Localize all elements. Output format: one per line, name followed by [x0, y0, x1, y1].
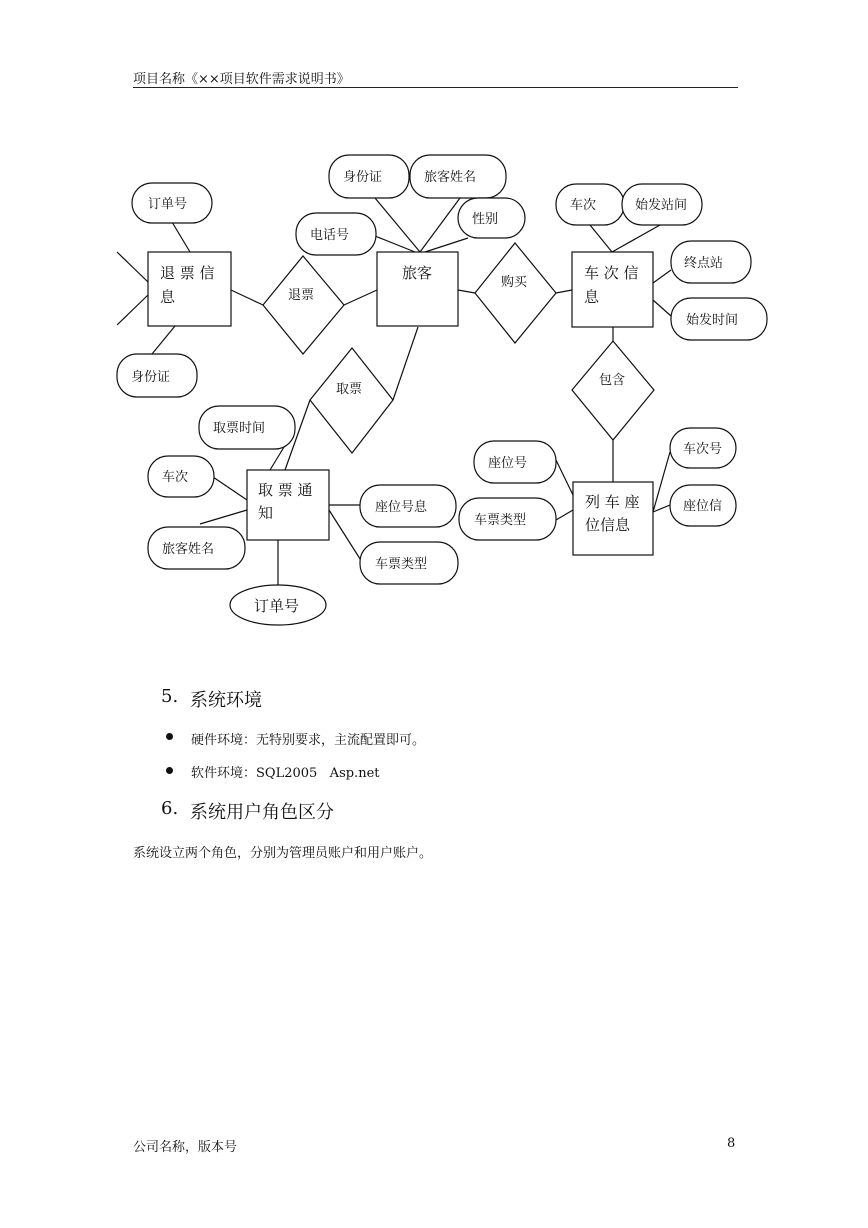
attribute-label: 车次 [162, 470, 189, 485]
attribute-label: 性别 [472, 212, 499, 227]
relationship-refund [263, 256, 344, 354]
attribute-pickup-train-no [148, 456, 214, 497]
attribute-train-start-time [671, 298, 767, 340]
entity-train-seat-info [573, 482, 653, 555]
attribute-refund-order-no [132, 183, 212, 223]
footer-company: 公司名称，版本号 [133, 1140, 238, 1155]
header-title: 项目名称《××项目软件需求说明书》 [133, 72, 350, 87]
attribute-label: 车票类型 [474, 513, 527, 528]
attribute-seat-no [474, 441, 556, 483]
entity-label: 车 次 信 [584, 264, 639, 282]
entity-train-info [572, 252, 653, 327]
attribute-label: 座位号 [488, 456, 528, 471]
attribute-label: 电话号 [310, 228, 350, 243]
entity-pickup-notice [247, 470, 329, 540]
attribute-label: 始发站间 [635, 198, 688, 213]
relationship-pickup [310, 348, 393, 453]
entity-label: 息 [584, 288, 600, 306]
section-5-heading: 系统环境 [190, 690, 262, 711]
attribute-pickup-seat-no [360, 485, 456, 527]
attribute-pickup-ticket-type [360, 542, 458, 584]
attribute-train-terminal [671, 241, 751, 283]
attribute-label: 身份证 [131, 370, 171, 385]
entity-label: 取 票 通 [258, 481, 313, 499]
relationship-label: 购买 [501, 275, 528, 290]
attribute-passenger-phone [296, 213, 376, 255]
attribute-label: 车次 [570, 198, 597, 213]
attribute-seat-ticket-type [459, 498, 556, 540]
section-6-heading: 系统用户角色区分 [190, 802, 334, 823]
attribute-label: 订单号 [254, 597, 300, 615]
relationship-label: 包含 [599, 373, 626, 388]
bullet-hardware: 硬件环境：无特别要求，主流配置即可。 [191, 733, 426, 748]
attribute-train-start-station [622, 184, 702, 225]
attribute-passenger-id-card [329, 155, 409, 198]
attribute-label: 车票类型 [375, 557, 428, 572]
relationship-buy [475, 243, 556, 343]
relationship-label: 退票 [288, 288, 315, 303]
entity-passenger [377, 252, 458, 326]
relationship-contain [572, 341, 654, 440]
attribute-label: 车次号 [683, 442, 723, 457]
attribute-seat-info [670, 485, 736, 526]
attribute-label: 旅客姓名 [424, 170, 477, 185]
attribute-label: 始发时间 [686, 313, 739, 328]
attribute-refund-id-card [117, 354, 197, 397]
attribute-passenger-name [410, 155, 506, 198]
attribute-pickup-order-no [230, 585, 326, 625]
bullet-dot [166, 767, 173, 774]
entity-label: 退 票 信 [160, 264, 215, 282]
entity-label: 列 车 座 [585, 493, 640, 511]
entity-label: 旅客 [402, 264, 433, 282]
entity-label: 息 [160, 288, 176, 306]
attribute-train-no [556, 184, 624, 225]
attribute-label: 订单号 [148, 197, 188, 212]
attribute-label: 座位号息 [375, 500, 428, 515]
relationship-label: 取票 [336, 382, 363, 397]
attribute-label: 终点站 [684, 256, 724, 271]
entity-refund-info [148, 252, 231, 326]
section-5-number: 5. [161, 686, 179, 707]
page-number: 8 [727, 1136, 736, 1151]
attribute-label: 座位信 [683, 499, 723, 514]
attribute-pickup-name [148, 527, 245, 569]
attribute-passenger-gender [458, 198, 525, 238]
entity-label: 位信息 [585, 516, 631, 534]
attribute-label: 取票时间 [213, 421, 266, 436]
attribute-label: 身份证 [343, 170, 383, 185]
bullet-dot [166, 733, 173, 740]
attribute-pickup-time [199, 406, 295, 449]
bullet-software: 软件环境：SQL2005 Asp.net [191, 766, 380, 781]
attribute-label: 旅客姓名 [162, 542, 215, 557]
entity-label: 知 [258, 504, 274, 522]
section-6-paragraph: 系统设立两个角色，分别为管理员账户和用户账户。 [133, 846, 433, 861]
section-6-number: 6. [161, 798, 179, 819]
attribute-seat-train-no [670, 428, 736, 468]
